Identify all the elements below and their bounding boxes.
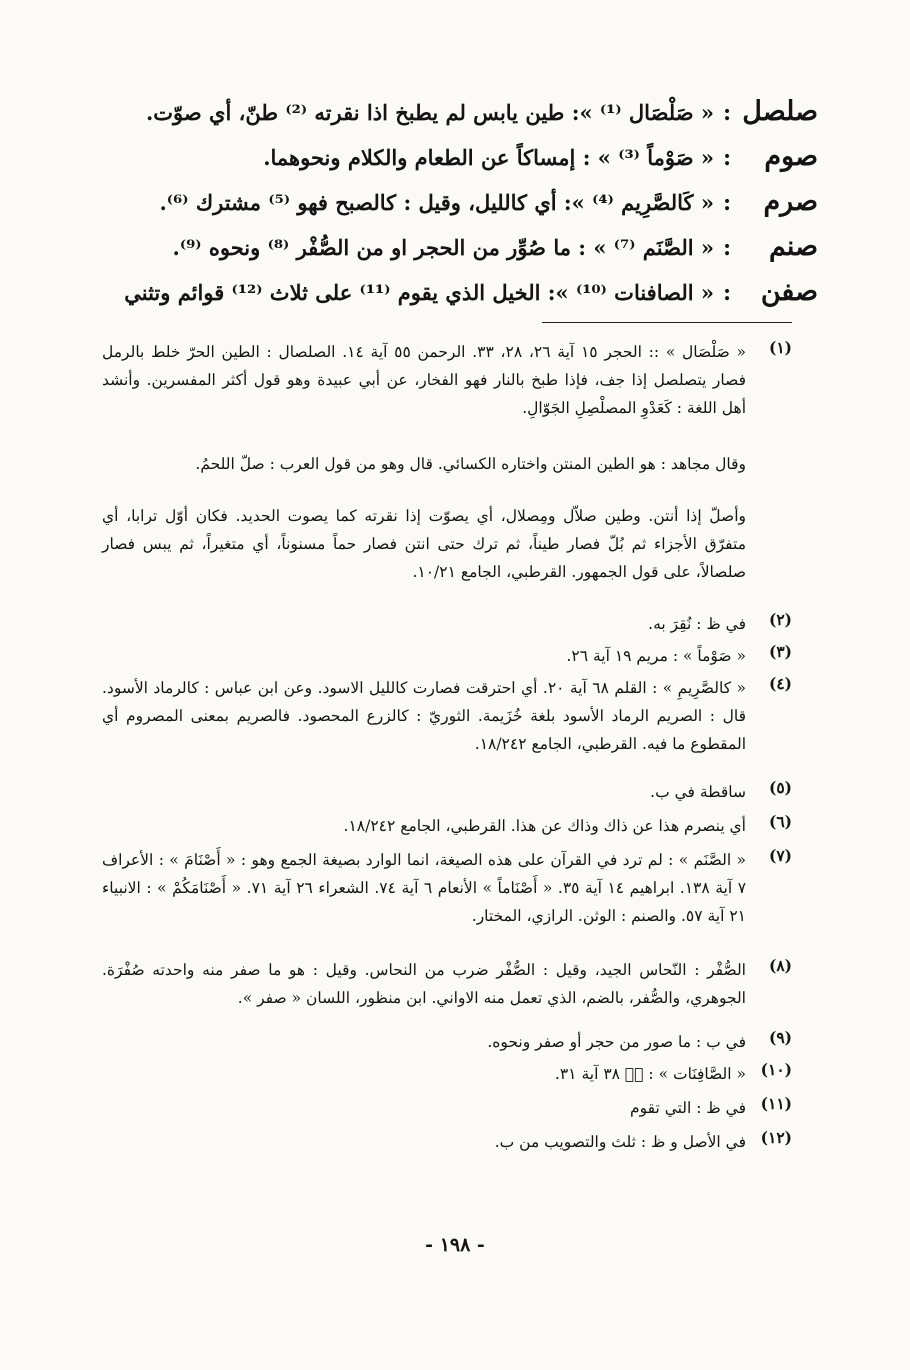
footnote-text: في ظ : نُقِرَ به. — [648, 615, 746, 633]
entry-definition: « الصَّنَم ⁽⁷⁾ » : ما صُوِّر من الحجر او من الصُّفْر ⁽⁸⁾ ونحوه ⁽⁹⁾. — [172, 235, 714, 260]
footnote-7 — [102, 846, 792, 956]
entry-colon: : — [722, 280, 732, 306]
entry-definition: « صَوْماً ⁽³⁾ » : إمساكاً عن الطعام والكلام ونحوهما. — [263, 145, 714, 170]
footnote-1-continuation: وقال مجاهد : هو الطين المنتن واختاره الكسائي. قال وهو من قول العرب : صلّ اللحمُ. — [195, 455, 746, 473]
footnote-text: « صَلْصَال » :: الحجر ١٥ آية ٢٦، ٢٨، ٣٣. الرحمن ٥٥ آية ١٤. الصلصال : الطين الحرّ خلط بالرمل فصار يتصلصل إذا جف، فإذا طبخ بالنار فهو الفخار، عن أبي عبيدة وهو قول أكثر المفسرين. وأنشد أهل اللغة : كَعَدْوِ المصلْصِلِ الجَوّالِ. — [102, 343, 746, 417]
footnote-number: (٦) — [768, 812, 792, 831]
footnote-2 — [102, 610, 792, 642]
footnote-text: « كالصَّرِيمِ » : القلم ٦٨ آية ٢٠. أي احترقت فصارت كالليل الاسود. وعن ابن عباس : كالرماد الأسود. قال : الصريم الرماد الأسود بلغة خُزَيمة. الثوريّ : كالزرع المحصود. فالصريم بمعنى المصروم أي المقطوع ما فيه. القرطبي، الجامع ١٨/٢٤٢. — [102, 679, 746, 753]
footnote-number: (١١) — [760, 1094, 792, 1113]
footnote-number: (٥) — [768, 778, 792, 797]
footnote-9 — [102, 1028, 792, 1060]
footnote-6 — [102, 812, 792, 846]
entry-headword: صلصل — [742, 96, 818, 127]
footnotes — [102, 338, 792, 1162]
footnote-number: (٨) — [768, 956, 792, 975]
footnote-text: ساقطة في ب. — [650, 783, 746, 801]
footnote-12 — [102, 1128, 792, 1162]
entry-colon: : — [722, 190, 732, 216]
footnote-number: (١٠) — [760, 1060, 792, 1079]
footnote-number: (٤) — [768, 674, 792, 693]
footnote-10 — [102, 1060, 792, 1094]
footnote-text: في الأصل و ظ : ثلث والتصويب من ب. — [494, 1133, 746, 1151]
footnote-3 — [102, 642, 792, 674]
entry-definition: « الصافنات ⁽¹⁰⁾ »: الخيل الذي يقوم ⁽¹¹⁾ على ثلاث ⁽¹²⁾ قوائم وتثني — [124, 280, 714, 305]
footnote-text: الصُّفْر : النّحاس الجيد، وقيل : الصُّفْر ضرب من النحاس. وقيل : هو ما صفر منه واحدته صُفْرَة. الجوهري، والصُّفر، بالضم، الذي تعمل منه الاواني. ابن منظور، اللسان « صفر ». — [102, 961, 746, 1007]
footnote-text: في ب : ما صور من حجر أو صفر ونحوه. — [487, 1033, 746, 1051]
footnote-number: (١) — [768, 338, 792, 357]
entry-headword: صنم — [768, 231, 818, 262]
entry-colon: : — [722, 235, 732, 261]
footnote-text: « صَوْماً » : مريم ١٩ آية ٢٦. — [566, 647, 746, 665]
footnote-separator — [542, 322, 792, 323]
footnote-11 — [102, 1094, 792, 1128]
footnote-number: (٢) — [768, 610, 792, 629]
footnote-number: (٩) — [768, 1028, 792, 1047]
footnote-text: « الصَّافِنَات » : صۤ ٣٨ آية ٣١. — [554, 1065, 746, 1083]
footnote-1-continuation: وأصلّ إذا أنتن. وطين صلاّل ومِصلال، أي يصوّت إذا نقرته كما يصوت الحديد. فكان أوّل ترابا، أي متفرّق الأجزاء ثم بُلّ فصار طيناً، ثم ترك حتى انتن فصار حماً مسنوناً، أي متغيراً، ثم يبس فصار صلصالاً، على قول الجمهور. القرطبي، الجامع ١٠/٢١. — [102, 507, 746, 581]
entry-headword: صرم — [763, 186, 818, 217]
footnote-number: (٣) — [768, 642, 792, 661]
footnote-text: في ظ : التي تقوم — [630, 1099, 746, 1117]
entry-headword: صفن — [760, 276, 818, 307]
footnote-text: أي ينصرم هذا عن ذاك وذاك عن هذا. القرطبي، الجامع ١٨/٢٤٢. — [343, 817, 746, 835]
footnote-5 — [102, 778, 792, 812]
footnote-number: (٧) — [768, 846, 792, 865]
entry-sanam — [93, 231, 818, 276]
page-number: - ١٩٨ - — [425, 1234, 485, 1256]
entry-sarm — [93, 186, 818, 231]
footnote-text: « الصَّنَم » : لم ترد في القرآن على هذه الصيغة، انما الوارد بصيغة الجمع وهو : « أَصْنَامَ » : الأعراف ٧ آية ١٣٨. ابراهيم ١٤ آية ٣٥. « أَصْنَاماً » الأنعام ٦ آية ٧٤. الشعراء ٢٦ آية ٧١. « أَصْنَامَكُمْ » : الانبياء ٢١ آية ٥٧. والصنم : الوثن. الرازي، المختار. — [102, 851, 747, 925]
footnote-number: (١٢) — [760, 1128, 792, 1147]
footnote-4 — [102, 674, 792, 778]
entry-colon: : — [722, 100, 732, 126]
entry-safan — [93, 276, 818, 321]
entry-definition: « صَلْصَال ⁽¹⁾ »: طين يابس لم يطبخ اذا نقرته ⁽²⁾ طنّ، أي صوّت. — [145, 100, 714, 125]
entry-sawm — [93, 141, 818, 186]
entry-definition: « كَالصَّرِيم ⁽⁴⁾ »: أي كالليل، وقيل : كالصبح فهو ⁽⁵⁾ مشترك ⁽⁶⁾. — [159, 190, 714, 215]
footnote-8 — [102, 956, 792, 1028]
dictionary-entries — [93, 96, 818, 321]
entry-colon: : — [722, 145, 732, 171]
footnote-1 — [102, 338, 792, 450]
entry-salsal — [93, 96, 818, 141]
entry-headword: صوم — [764, 141, 818, 172]
